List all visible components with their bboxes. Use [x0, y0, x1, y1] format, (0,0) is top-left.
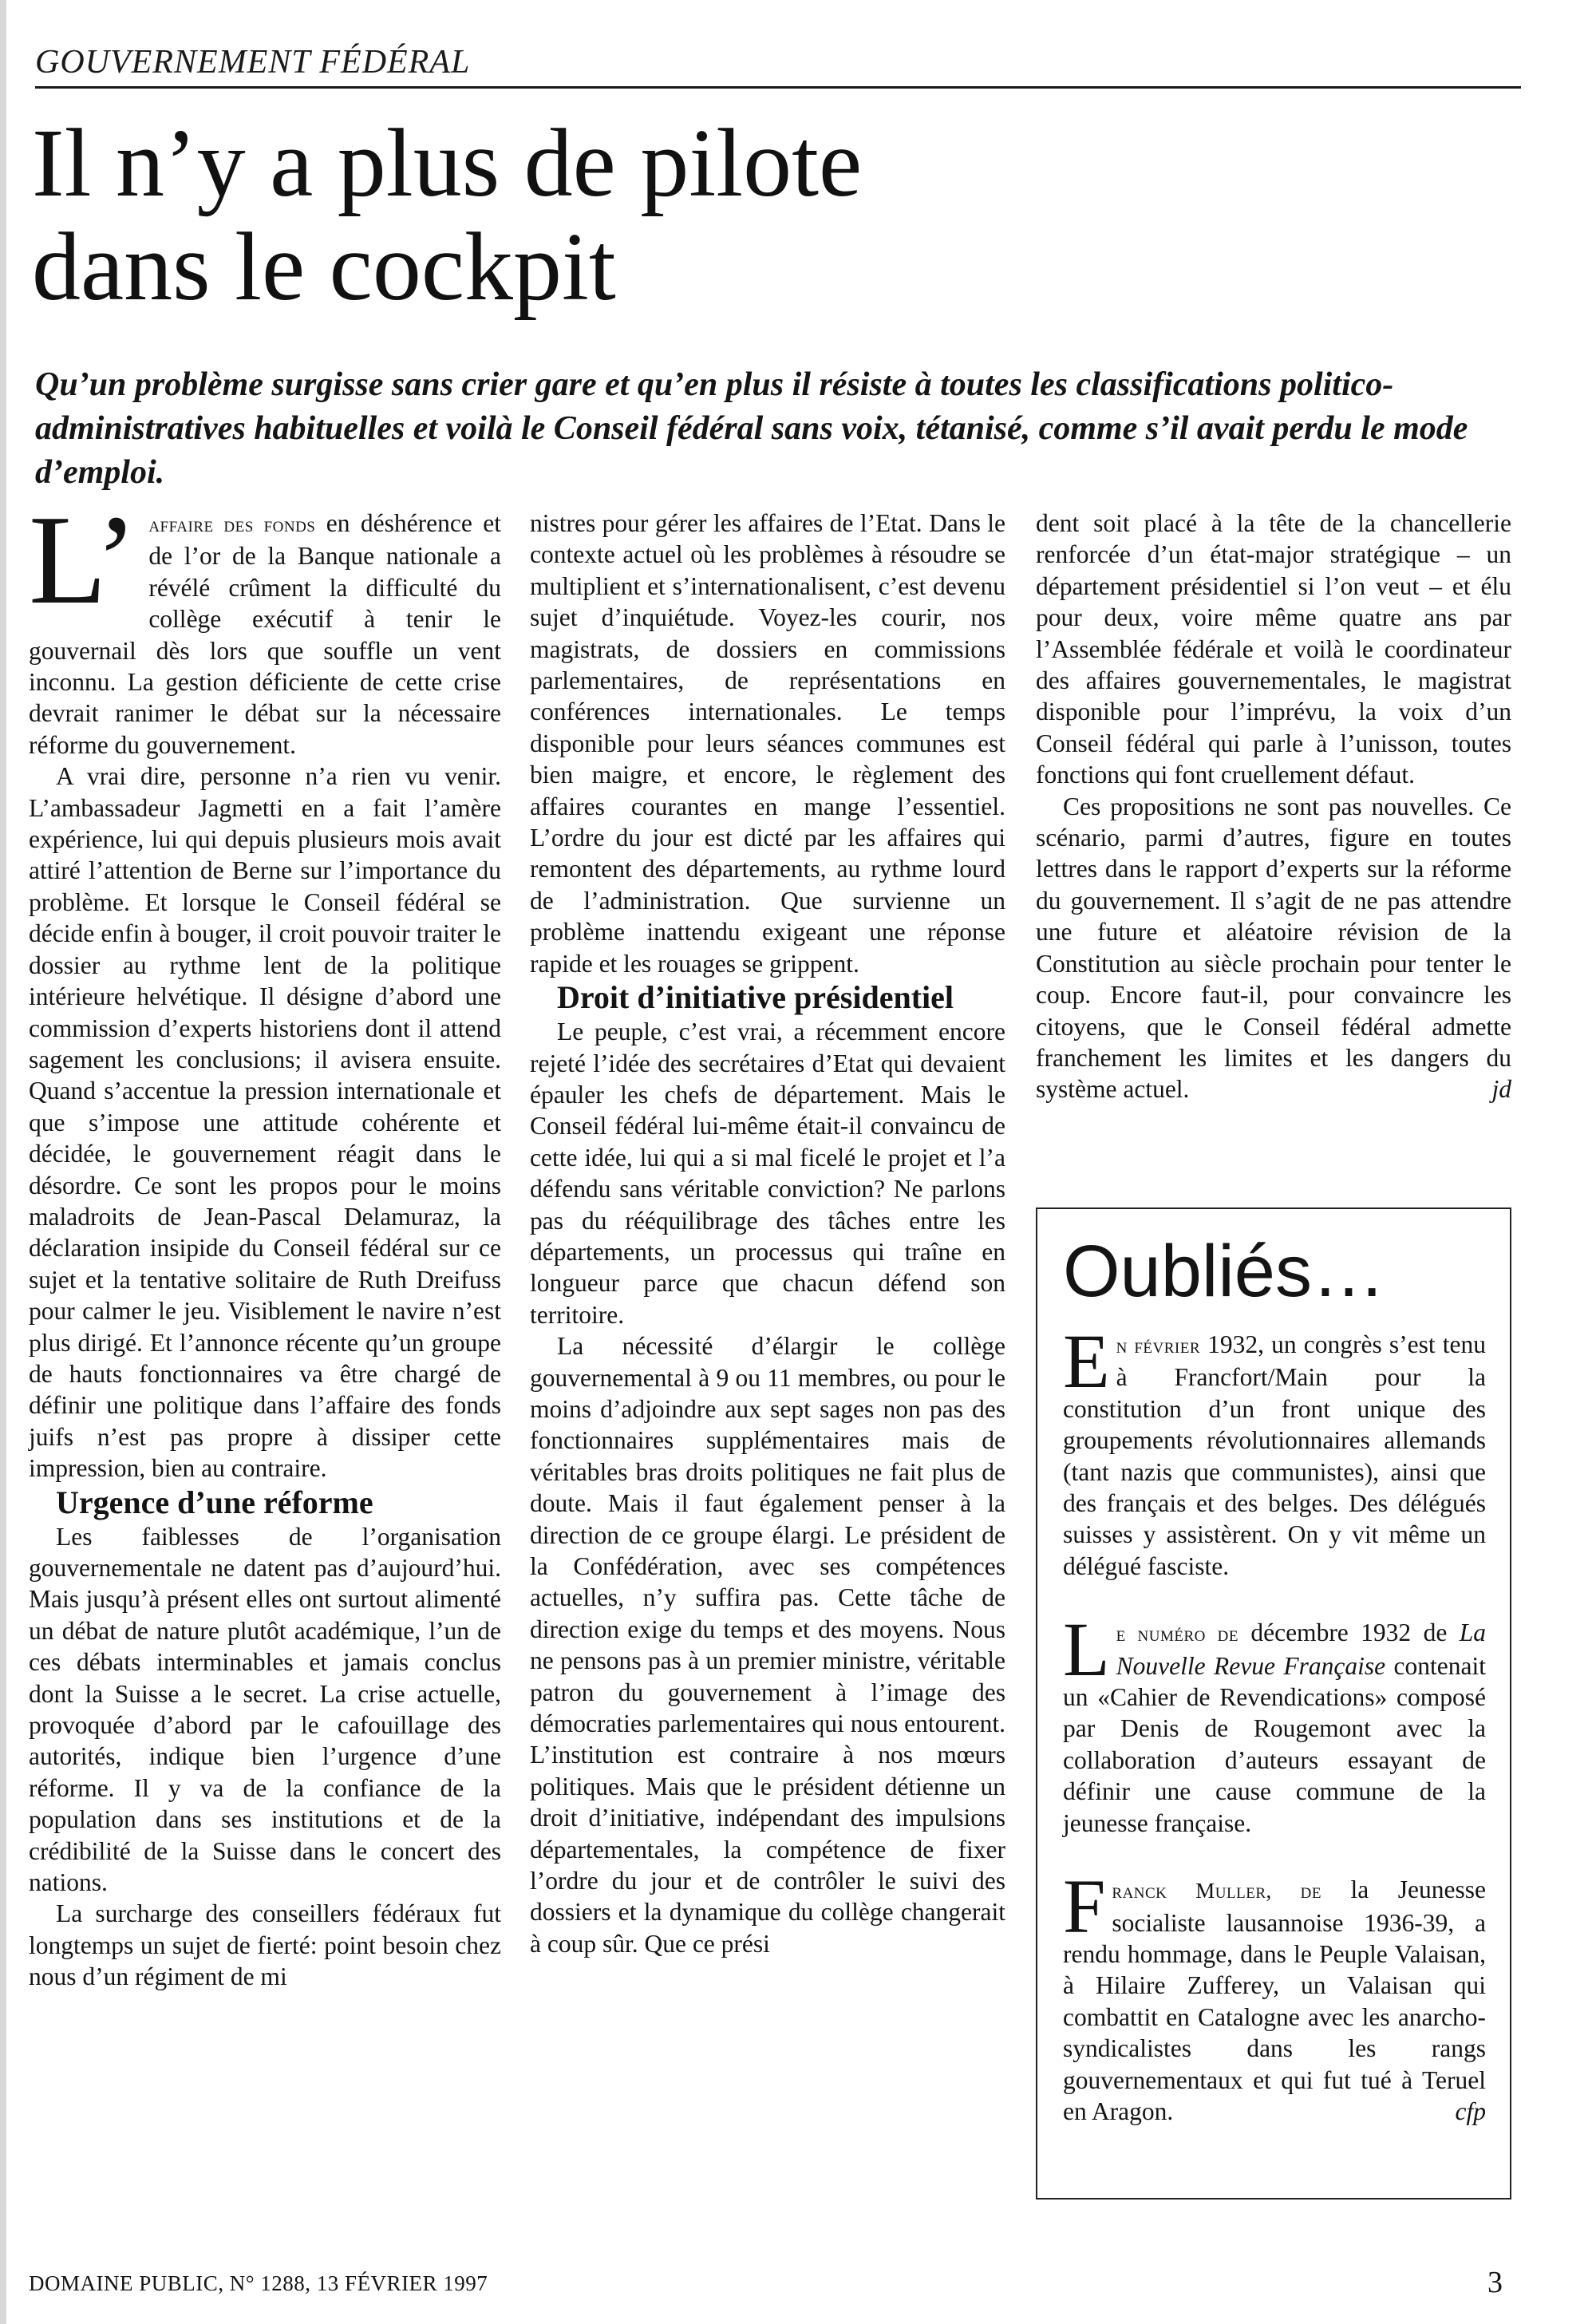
- footer-page-number: 3: [1487, 2266, 1503, 2299]
- paragraph-1-text: en déshérence et de l’or de la Banque nationale a révélé crûment la difficulté du collège exécutif à tenir le gouvernail dès lors que souffle un vent inconnu. La gestion déficiente de cette crise devrait ranimer le débat sur la nécessaire réforme du gouvernement.: [29, 509, 501, 759]
- sidebar-item-2-smallcaps: e numéro de: [1116, 1622, 1238, 1646]
- article-paragraph-3: Les faiblesses de l’organisation gouvernementale ne datent pas d’aujourd’hui. Mais jusqu’à présent elles ont surtout alimenté un débat de nature plutôt académique, l’un de ces débats interminables et jamais conclus dont la Suisse a le secret. La crise actuelle, provoquée d’abord par le cafouillage des autorités, indique bien l’urgence d’une réforme. Il y va de la confiance de la population dans ses institutions et de la crédibilité de la Suisse dans le concert des nations.: [29, 1522, 501, 1897]
- section-rubric: GOUVERNEMENT FÉDÉRAL: [35, 44, 471, 81]
- article-paragraph-6: La nécessité d’élargir le collège gouvernemental à 9 ou 11 membres, ou pour le moins d’adjoindre aux sept sages non pas des fonctionnaires supplémentaires mais de véritables bras droits politiques ne fait plus de doute. Mais il faut également penser à la direction de ce groupe élargi. Le président de la Confédération, avec ses compétences actuelles, n’y suffira pas. Cette tâche de direction exige du temps et des moyens. Nous ne pensons pas à un premier ministre, véritable patron du gouvernement à l’image des démocraties parlementaires qui nous entourent. L’institution est contraire à nos mœurs politiques. Mais que le président détienne un droit d’initiative, indépendant des impulsions départementales, la compétence de fixer l’ordre du jour et de contrôler le suivi des dossiers et la dynamique du collège changerait à coup sûr. Que ce prési: [530, 1332, 1005, 1958]
- article-paragraph-4-continued: nistres pour gérer les affaires de l’Etat. Dans le contexte actuel où les problèmes à résoudre se multiplient et s’internationalisent, c’est devenu sujet d’inquiétude. Voyez-les courir, nos magistrats, de dossiers en commissions parlementaires, de représentations en conférences internationales. Le temps disponible pour leurs séances communes est bien maigre, et encore, le règlement des affaires courantes en mange l’essentiel. L’ordre du jour est dicté par les affaires qui remontent des départements, au rythme lourd de l’administration. Que survienne un problème inattendu exigeant une réponse rapide et les rouages se grippent.: [530, 509, 1005, 978]
- article-paragraph-7: [1036, 791, 1511, 1105]
- headline-line-2: dans le cockpit: [32, 213, 616, 321]
- chapeau: Qu’un problème surgisse sans crier gare et qu’en plus il résiste à toutes les classifications politico-administratives habituelles et voilà le Conseil fédéral sans voix, tétanisé, comme s’il avait perdu le mode d’emploi.: [35, 366, 1468, 491]
- article-column-1: [29, 488, 501, 1993]
- sidebar-item-1-cap: E: [1063, 1318, 1110, 1404]
- footer-publication: DOMAINE PUBLIC, N° 1288, 13 FÉVRIER 1997: [29, 2271, 488, 2295]
- sidebar-item-3-cap: F: [1063, 1864, 1106, 1950]
- lead-smallcaps: affaire des fonds: [148, 512, 316, 536]
- sidebar-item-3-smallcaps: ranck Muller, de: [1112, 1879, 1321, 1903]
- drop-cap: L’: [29, 488, 138, 630]
- sidebar-item-3-text: la Jeunesse socialiste lausannoise 1936-39, a rendu hommage, dans le Peuple Valaisan, à Hilaire Zufferey, un Valaisan qui combattit en Catalogne avec les anarcho-syndicalistes dans les rangs gouvernementaux et qui fut tué à Teruel en Aragon.: [1063, 1875, 1486, 2125]
- sidebar-item-1: [1063, 1318, 1486, 1582]
- article-paragraph-1: [29, 488, 501, 761]
- article-paragraph-6-continued: dent soit placé à la tête de la chancellerie renforcée d’un état-major stratégique – un département présidentiel si l’on veut – et élu pour deux, voire même quatre ans par l’Assemblée fédérale et voilà le coordinateur des affaires gouvernementales, le magistrat disponible pour l’imprévu, la voix d’un Conseil fédéral qui parle à l’unisson, toutes fonctions qui font cruellement défaut.: [1036, 509, 1511, 789]
- author-signature: jd: [1491, 1075, 1511, 1104]
- sidebar-item-2: [1063, 1607, 1487, 1839]
- article-paragraph-5: Le peuple, c’est vrai, a récemment encore rejeté l’idée des secrétaires d’Etat qui devaient épauler les chefs de département. Mais le Conseil fédéral lui-même était-il convaincu de cette idée, lui qui a si mal ficelé le projet et l’a défendu sans véritable conviction? Ne parlons pas du rééquilibrage des tâches entre les départements, un processus qui traîne en longueur parce que chacun défend son territoire.: [530, 1018, 1005, 1329]
- sidebar-item-2-cap: L: [1063, 1607, 1110, 1693]
- article-column-3: [1036, 508, 1511, 1105]
- sidebar-item-1-text: 1932, un congrès s’est tenu à Francfort/Main pour la constitution d’un front unique des groupements révolutionnaires allemands (tant nazis que communistes), ainsi que des français et des belges. Des délégués suisses y assistèrent. On y vit même un délégué fasciste.: [1063, 1330, 1486, 1580]
- sidebar-item-2-text: contenait un «Cahier de Revendications» composé par Denis de Rougemont avec la collaboration d’auteurs essayant de définir une cause commune de la jeunesse française.: [1063, 1651, 1487, 1837]
- paragraph-7-text: Ces propositions ne sont pas nouvelles. Ce scénario, parmi d’autres, figure en toutes lettres dans le rapport d’experts sur la réforme du gouvernement. Il s’agit de ne pas attendre une future et aléatoire révision de la Constitution au siècle prochain pour tenter le coup. Encore faut-il, pour convaincre les citoyens, que le Conseil fédéral admette franchement les limites et les dangers du système actuel.: [1036, 792, 1511, 1104]
- headline-line-1: Il n’y a plus de pilote: [32, 109, 863, 217]
- scan-edge: [0, 0, 6, 2324]
- sidebar-signature: cfp: [1455, 2097, 1486, 2125]
- sidebar-item-1-smallcaps: n février: [1116, 1334, 1201, 1358]
- sidebar-item-2-mid: décembre 1932 de: [1238, 1618, 1460, 1647]
- sidebar-box-oublies: [1036, 1207, 1511, 2200]
- sidebar-item-2-journal: La Nouvelle Revue Française: [1116, 1618, 1486, 1680]
- rubric-rule: [35, 86, 1521, 89]
- sidebar-title: Oubliés…: [1063, 1231, 1385, 1312]
- subhead-droit-initiative: Droit d’initiative présidentiel: [557, 979, 954, 1016]
- headline: [32, 109, 1548, 321]
- article-column-2: [530, 508, 1005, 1959]
- sidebar-item-3: [1063, 1864, 1486, 2127]
- subhead-urgence: Urgence d’une réforme: [56, 1484, 373, 1520]
- article-paragraph-2: A vrai dire, personne n’a rien vu venir. L’ambassadeur Jagmetti en a fait l’amère expérience, lui qui depuis plusieurs mois avait attiré l’attention de Berne sur l’importance du problème. Et lorsque le Conseil fédéral se décide enfin à bouger, il croit pouvoir traiter le dossier au rythme lent de la politique intérieure helvétique. Il désigne d’abord une commission d’experts historiens dont il attend sagement les conclusions; il avisera ensuite. Quand s’accentue la pression internationale et que s’impose une attitude cohérente et décidée, le gouvernement réagit dans le désordre. Ce sont les propos pour le moins maladroits de Jean-Pascal Delamuraz, la déclaration insipide du Conseil fédéral sur ce sujet et la tentative solitaire de Ruth Dreifuss pour calmer le jeu. Visiblement le navire n’est plus dirigé. Et l’annonce récente qu’un groupe de hauts fonctionnaires va être chargé de définir une politique dans l’affaire des fonds juifs n’est pas propre à dissiper cette impression, bien au contraire.: [29, 762, 501, 1483]
- article-paragraph-4: La surcharge des conseillers fédéraux fut longtemps un sujet de fierté: point besoin chez nous d’un régiment de mi: [29, 1899, 501, 1991]
